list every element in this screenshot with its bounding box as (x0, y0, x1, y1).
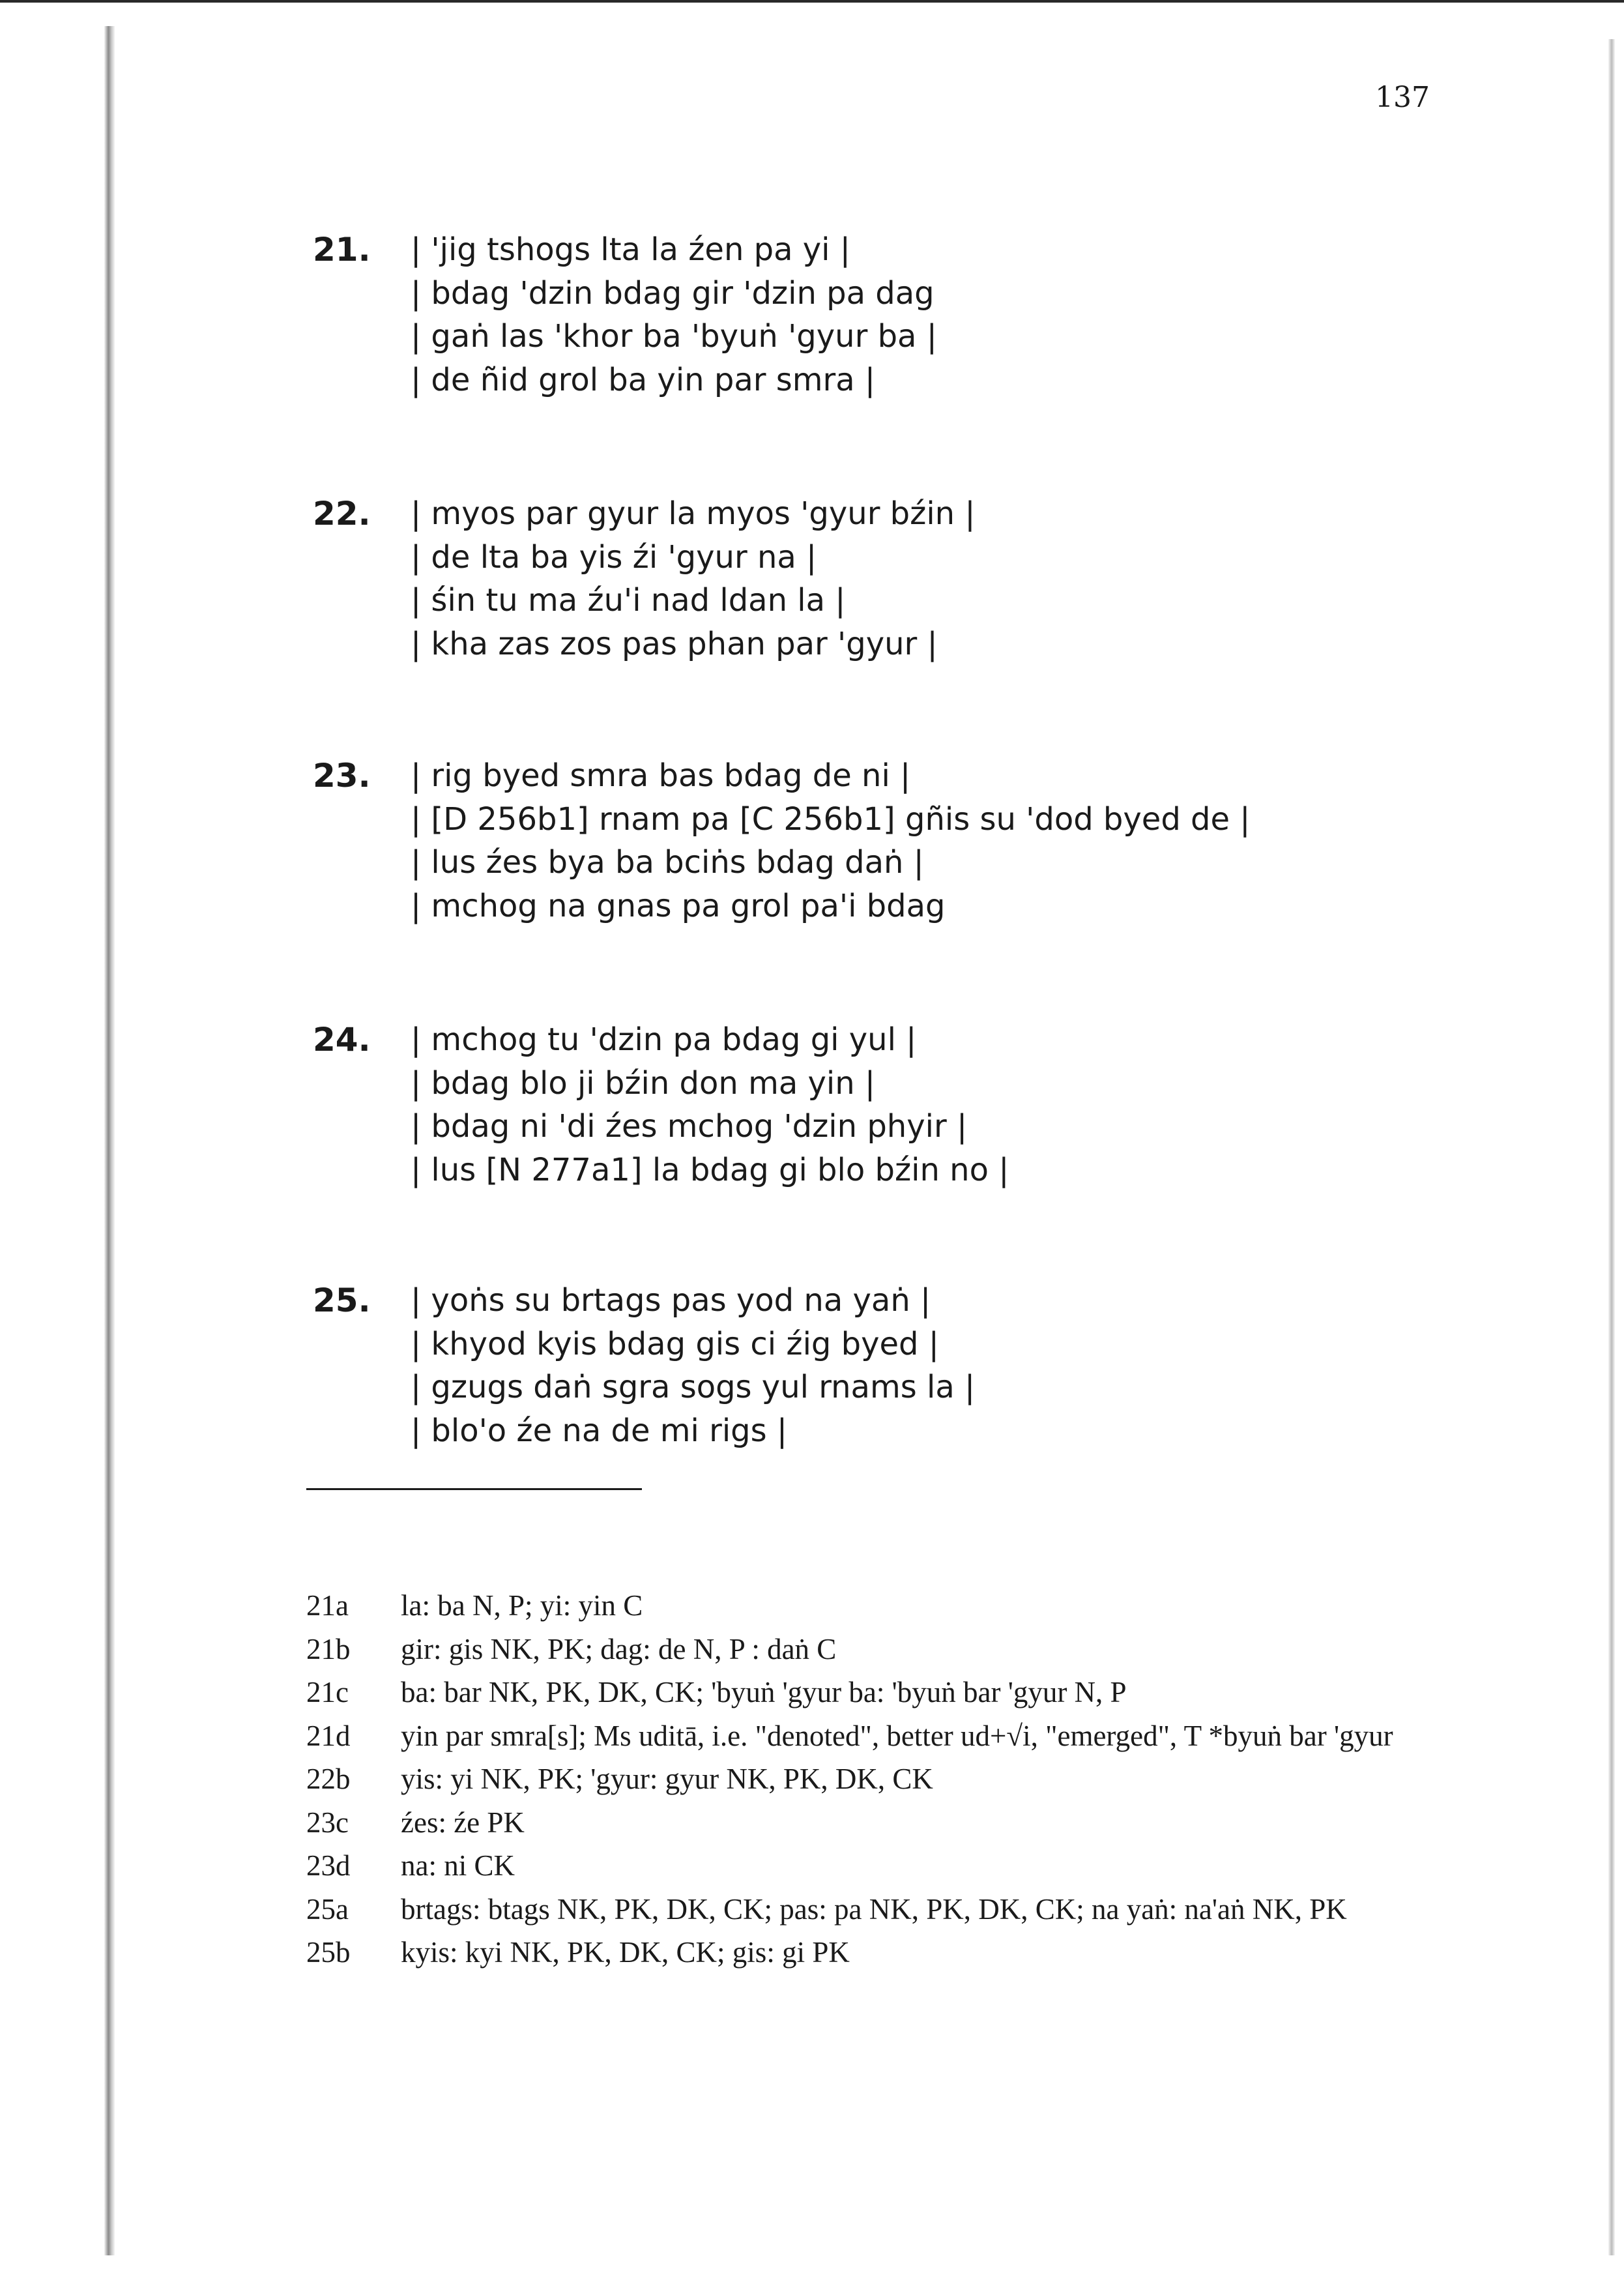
footnote-separator (306, 1488, 642, 1490)
footnote-text: brtags: btags NK, PK, DK, CK; pas: pa NK, PK, DK, CK; na yaṅ: na'aṅ NK, PK (401, 1892, 1347, 1926)
footnote (306, 1888, 1440, 1931)
footnote (306, 1584, 1440, 1628)
page-top-edge (0, 0, 1624, 3)
verse-line: | gzugs daṅ sgra sogs yul rnams la | (411, 1369, 976, 1405)
footnote-label: 23d (306, 1849, 351, 1882)
footnote-text: yis: yi NK, PK; 'gyur: gyur NK, PK, DK, CK (401, 1763, 933, 1795)
verse-line: | lus [N 277a1] la bdag gi blo bźin no | (411, 1151, 1009, 1188)
verse-line: | bdag 'dzin bdag gir 'dzin pa dag (411, 274, 935, 312)
footnote-label: 23c (306, 1806, 349, 1839)
verse-line: | de ñid grol ba yin par smra | (411, 361, 876, 398)
verse-line: | de lta ba yis źi 'gyur na | (411, 538, 817, 576)
footnote (306, 1801, 1440, 1845)
verse-line: | [D 256b1] rnam pa [C 256b1] gñis su 'dod byed de | (411, 800, 1251, 838)
verse-line: | gaṅ las 'khor ba 'byuṅ 'gyur ba | (411, 318, 937, 355)
footnote (306, 1671, 1440, 1714)
verse-line: | bdag ni 'di źes mchog 'dzin phyir | (411, 1108, 968, 1145)
footnote-text: yin par smra[s]; Ms uditā, i.e. "denoted", better ud+√i, "emerged", T *byuṅ bar 'gyur (401, 1719, 1393, 1752)
verse-number: 22. (313, 495, 371, 533)
footnote (306, 1628, 1440, 1671)
verse-line: | khyod kyis bdag gis ci źig byed | (411, 1325, 939, 1362)
footnote-text: źes: źe PK (401, 1806, 525, 1839)
verse-lines (411, 1018, 1009, 1192)
footnotes (306, 1584, 1440, 1974)
verse-line: | bdag blo ji bźin don ma yin | (411, 1064, 876, 1102)
footnote-label: 21c (306, 1676, 349, 1708)
footnote-label: 21d (306, 1719, 351, 1752)
verse-number: 21. (313, 231, 371, 269)
verse-line: | mchog tu 'dzin pa bdag gi yul | (411, 1021, 917, 1058)
footnote-text: la: ba N, P; yi: yin C (401, 1589, 643, 1622)
verse-line: | 'jig tshogs lta la źen pa yi | (411, 231, 850, 268)
binding-shadow-right (1608, 39, 1615, 2255)
footnote (306, 1757, 1440, 1801)
verse-line: | myos par gyur la myos 'gyur bźin | (411, 495, 976, 532)
verse-line: | kha zas zos pas phan par 'gyur | (411, 625, 938, 662)
verse-line: | śin tu ma źu'i nad ldan la | (411, 582, 846, 619)
page-number: 137 (1375, 81, 1430, 114)
footnote-label: 25a (306, 1892, 349, 1926)
footnote-label: 22b (306, 1763, 351, 1795)
binding-shadow-left (104, 26, 115, 2255)
verse-line: | lus źes bya ba bciṅs bdag daṅ | (411, 844, 924, 881)
verse-number: 25. (313, 1282, 371, 1319)
verse-line: | blo'o źe na de mi rigs | (411, 1412, 788, 1449)
verse-lines (411, 1279, 975, 1452)
verse-line: | yoṅs su brtags pas yod na yaṅ | (411, 1282, 931, 1319)
verse-lines (411, 228, 937, 402)
footnote (306, 1714, 1440, 1758)
footnote-label: 25b (306, 1936, 351, 1969)
verse-lines (411, 492, 976, 666)
footnote-text: gir: gis NK, PK; dag: de N, P : daṅ C (401, 1632, 837, 1665)
footnote (306, 1844, 1440, 1888)
verse-number: 24. (313, 1021, 371, 1059)
footnote-text: ba: bar NK, PK, DK, CK; 'byuṅ 'gyur ba: 'byuṅ bar 'gyur N, P (401, 1676, 1127, 1708)
footnote-label: 21b (306, 1632, 351, 1665)
footnote-label: 21a (306, 1589, 349, 1622)
footnote-text: na: ni CK (401, 1849, 515, 1882)
footnote-text: kyis: kyi NK, PK, DK, CK; gis: gi PK (401, 1936, 850, 1969)
footnote (306, 1931, 1440, 1974)
verse-lines (411, 754, 1250, 928)
verse-line: | rig byed smra bas bdag de ni | (411, 757, 911, 794)
verse-line: | mchog na gnas pa grol pa'i bdag (411, 887, 946, 924)
verse-number: 23. (313, 757, 371, 795)
